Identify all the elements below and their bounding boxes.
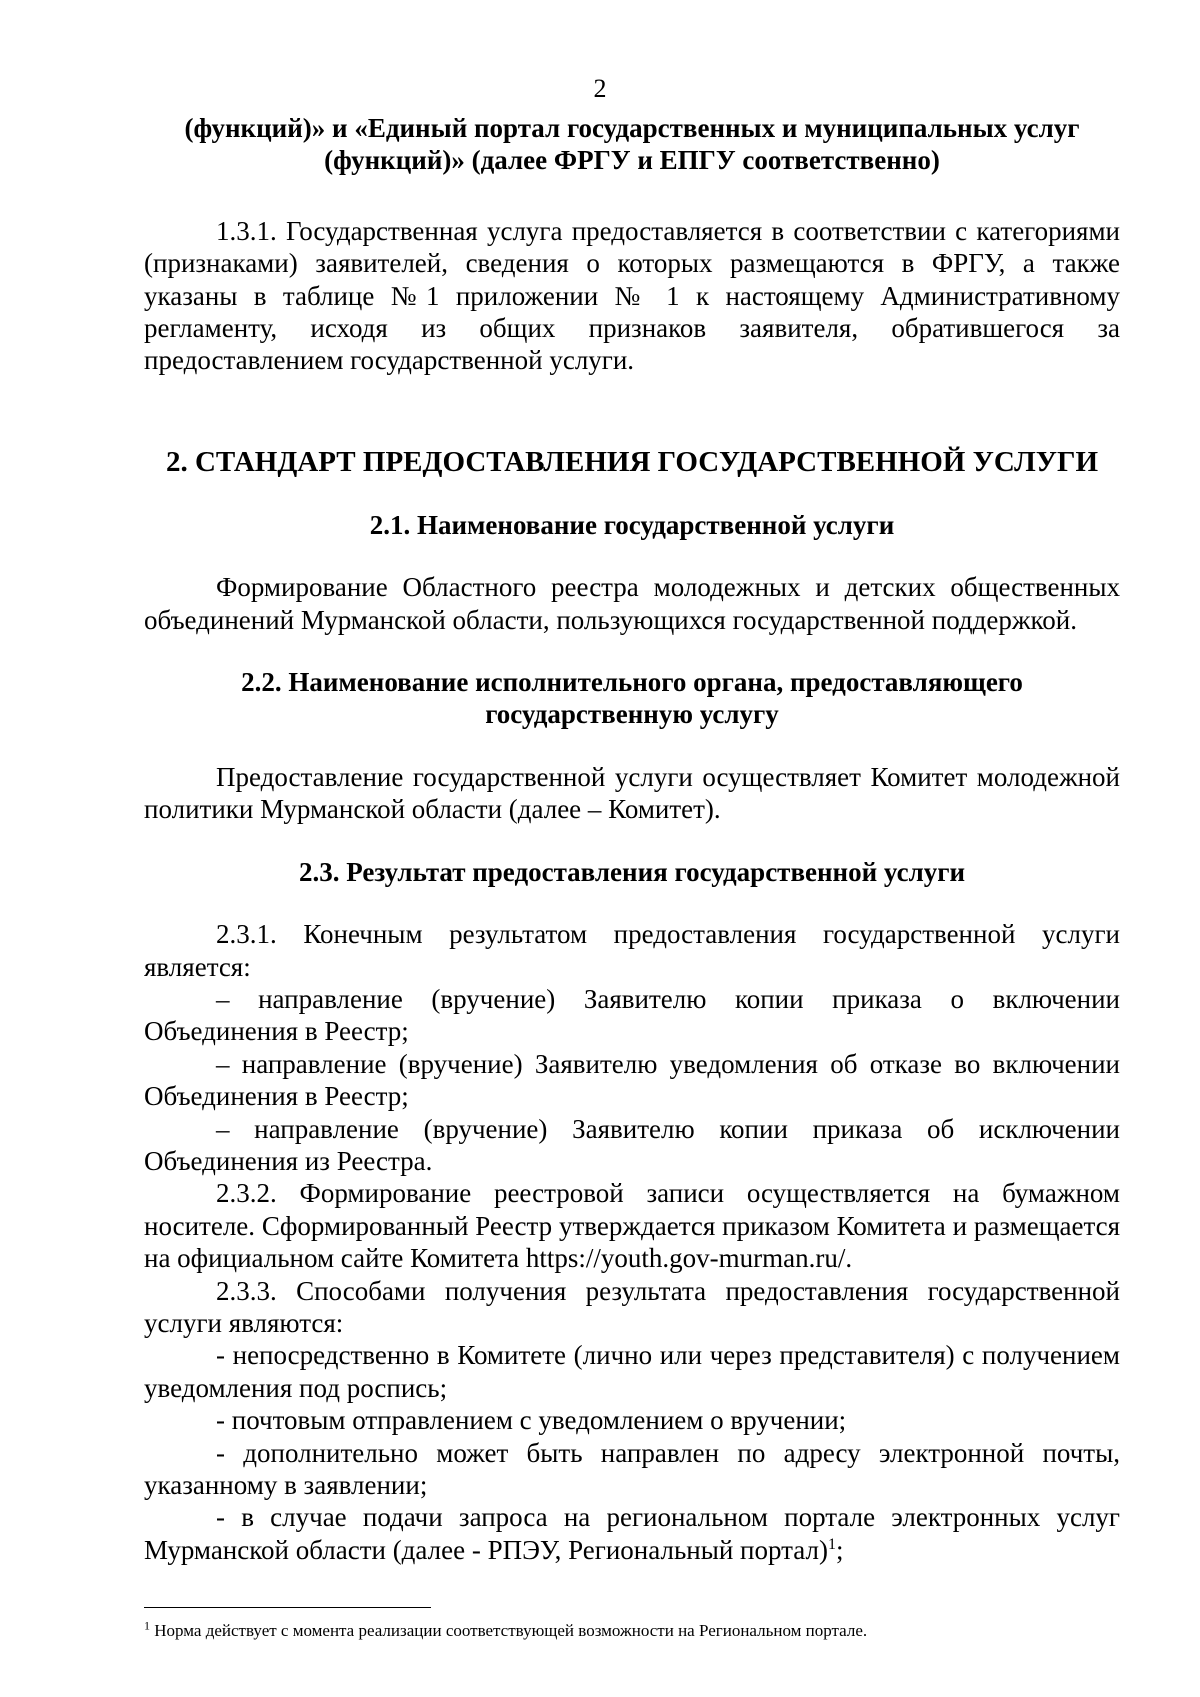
section-2-2-title-line2: государственную услугу [485, 699, 779, 730]
paragraph-2-3-1: 2.3.1. Конечным результатом предоставления государственной услуги является: [144, 919, 1120, 982]
paragraph-2-3-3-item-d [144, 1501, 1120, 1566]
paragraph-2-3-3-item-a: - непосредственно в Комитете (лично или через представителя) с получением уведомления под роспись; [144, 1340, 1120, 1403]
paragraph-2-3-3-item-c: - дополнительно может быть направлен по адресу электронной почты, указанному в заявлении; [144, 1437, 1120, 1500]
paragraph-2-3-1-item-a: – направление (вручение) Заявителю копии приказа о включении Объединения в Реестр; [144, 983, 1120, 1047]
footnote-separator [144, 1607, 431, 1608]
paragraph-2-3-3-item-d-text: - в случае подачи запроса на региональном портале электронных услуг Мурманской области (далее - РПЭУ, Региональный портал) [144, 1502, 1120, 1565]
section-2-1-title: 2.1. Наименование государственной услуги [369, 509, 895, 540]
section-2-title: 2. СТАНДАРТ ПРЕДОСТАВЛЕНИЯ ГОСУДАРСТВЕННОЙ УСЛУГИ [165, 445, 1099, 478]
top-heading-line2: (функций)» (далее ФРГУ и ЕПГУ соответственно) [324, 145, 940, 176]
page-number: 2 [593, 74, 607, 103]
paragraph-2-3-3: 2.3.3. Способами получения результата предоставления государственной услуги являются: [144, 1275, 1120, 1338]
page-content [144, 112, 1120, 1566]
footnote-reference: 1 [827, 1535, 836, 1553]
paragraph-2-3-1-item-c: – направление (вручение) Заявителю копии приказа об исключении Объединения из Реестра. [144, 1113, 1120, 1176]
footnote-mark: 1 [144, 1618, 150, 1633]
section-2-2-title-line1: 2.2. Наименование исполнительного органа, предоставляющего [241, 667, 1023, 698]
paragraph-2-3-3-item-d-end: ; [835, 1534, 844, 1565]
paragraph-2-3-2: 2.3.2. Формирование реестровой записи осуществляется на бумажном носителе. Сформированный Реестр утверждается приказом Комитета и размещается на официальном сайте Комитета https://youth.gov-murman.ru/. [144, 1178, 1120, 1274]
paragraph-1-3-1: 1.3.1. Государственная услуга предоставляется в соответствии с категориями (признаками) заявителей, сведения о которых размещаются в ФРГУ, а также указаны в таблице №1 приложении № 1 к настоящему Административному регламенту, исходя из общих признаков заявителя, обратившегося за предоставлением государственной услуги. [144, 215, 1120, 376]
paragraph-2-3-3-item-b: - почтовым отправлением с уведомлением о вручении; [216, 1405, 847, 1436]
top-heading-line1: (функций)» и «Единый портал государственных и муниципальных услуг [184, 113, 1080, 143]
top-heading [144, 112, 1120, 177]
section-2-2-title [144, 666, 1120, 731]
paragraph-2-3-1-item-b: – направление (вручение) Заявителю уведомления об отказе во включении Объединения в Реестр; [144, 1048, 1120, 1112]
section-2-2-text: Предоставление государственной услуги осуществляет Комитет молодежной политики Мурманской области (далее – Комитет). [144, 761, 1120, 825]
section-2-1-text: Формирование Областного реестра молодежных и детских общественных объединений Мурманской области, пользующихся государственной поддержкой. [144, 572, 1120, 635]
footnote-text: Норма действует с момента реализации соответствующей возможности на Региональном портале. [150, 1621, 868, 1640]
footnote [144, 1620, 1120, 1642]
section-2-3-title: 2.3. Результат предоставления государственной услуги [298, 856, 966, 887]
